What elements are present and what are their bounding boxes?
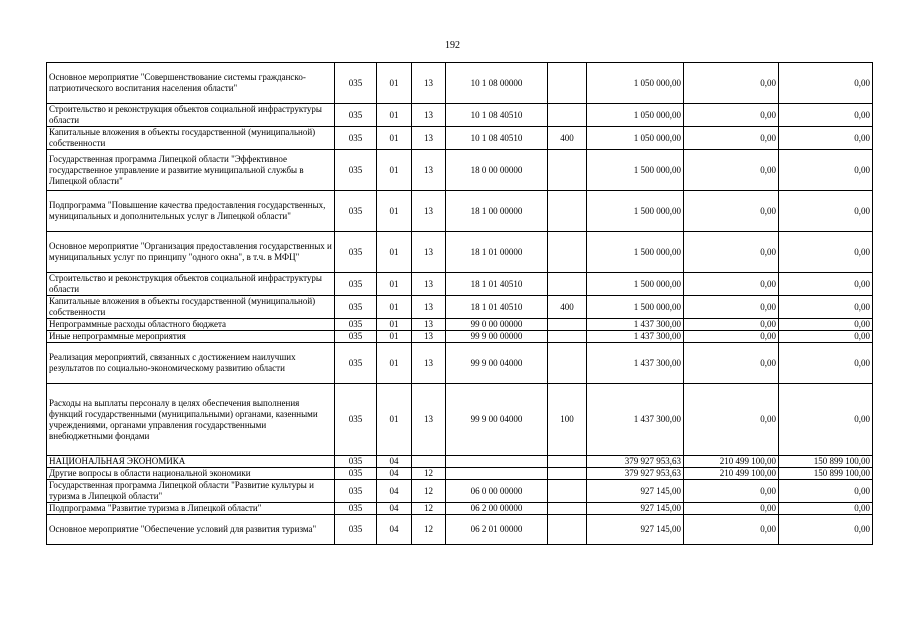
cell-expense-type	[548, 63, 587, 104]
cell-amount-year1: 379 927 953,63	[587, 468, 684, 480]
cell-amount-year2: 0,00	[684, 384, 779, 456]
cell-section-code: 04	[377, 515, 412, 545]
cell-section-code: 04	[377, 456, 412, 468]
cell-name: Основное мероприятие "Совершенствование системы гражданско-патриотического воспитания населения области"	[47, 63, 335, 104]
cell-ministry-code: 035	[335, 104, 377, 127]
cell-amount-year1: 1 500 000,00	[587, 273, 684, 296]
cell-amount-year2: 0,00	[684, 104, 779, 127]
cell-expense-type	[548, 343, 587, 384]
page-number: 192	[445, 40, 460, 51]
cell-expense-type: 400	[548, 127, 587, 150]
table-row	[47, 515, 873, 545]
cell-amount-year3: 0,00	[779, 273, 873, 296]
table-row	[47, 319, 873, 331]
cell-amount-year1: 1 437 300,00	[587, 384, 684, 456]
cell-subsection-code: 13	[412, 273, 446, 296]
cell-name: Расходы на выплаты персоналу в целях обеспечения выполнения функций государственными (муниципальными) органами, казенными учреждениями, органами управления государственными внебюджетными фондами	[47, 384, 335, 456]
cell-subsection-code: 13	[412, 63, 446, 104]
table-row	[47, 480, 873, 503]
cell-expense-type	[548, 232, 587, 273]
cell-section-code: 01	[377, 343, 412, 384]
cell-target-item: 06 0 00 00000	[446, 480, 548, 503]
cell-amount-year1: 927 145,00	[587, 515, 684, 545]
cell-subsection-code: 12	[412, 468, 446, 480]
cell-target-item: 18 1 01 40510	[446, 273, 548, 296]
table-row	[47, 232, 873, 273]
cell-section-code: 04	[377, 503, 412, 515]
cell-amount-year3: 0,00	[779, 296, 873, 319]
table-body	[47, 63, 873, 545]
cell-name: Строительство и реконструкция объектов социальной инфраструктуры области	[47, 104, 335, 127]
cell-section-code: 01	[377, 232, 412, 273]
table-row	[47, 468, 873, 480]
cell-expense-type: 400	[548, 296, 587, 319]
cell-ministry-code: 035	[335, 331, 377, 343]
cell-ministry-code: 035	[335, 456, 377, 468]
cell-amount-year2: 0,00	[684, 127, 779, 150]
cell-amount-year1: 1 437 300,00	[587, 319, 684, 331]
cell-subsection-code: 13	[412, 127, 446, 150]
cell-amount-year2: 0,00	[684, 343, 779, 384]
cell-ministry-code: 035	[335, 63, 377, 104]
cell-section-code: 01	[377, 104, 412, 127]
cell-subsection-code: 13	[412, 150, 446, 191]
cell-amount-year1: 1 500 000,00	[587, 191, 684, 232]
cell-target-item: 99 9 00 04000	[446, 384, 548, 456]
cell-subsection-code: 13	[412, 331, 446, 343]
cell-amount-year2: 0,00	[684, 319, 779, 331]
cell-section-code: 01	[377, 384, 412, 456]
cell-amount-year2: 210 499 100,00	[684, 468, 779, 480]
cell-amount-year3: 0,00	[779, 191, 873, 232]
cell-ministry-code: 035	[335, 232, 377, 273]
cell-name: Другие вопросы в области национальной экономики	[47, 468, 335, 480]
cell-amount-year2: 0,00	[684, 515, 779, 545]
cell-amount-year3: 0,00	[779, 232, 873, 273]
cell-amount-year3: 0,00	[779, 480, 873, 503]
cell-expense-type	[548, 515, 587, 545]
cell-subsection-code: 13	[412, 343, 446, 384]
cell-name: Иные непрограммные мероприятия	[47, 331, 335, 343]
cell-subsection-code: 12	[412, 515, 446, 545]
cell-section-code: 04	[377, 480, 412, 503]
cell-target-item: 99 9 00 04000	[446, 343, 548, 384]
cell-amount-year3: 0,00	[779, 515, 873, 545]
cell-amount-year2: 0,00	[684, 480, 779, 503]
cell-amount-year3: 0,00	[779, 104, 873, 127]
cell-amount-year2: 210 499 100,00	[684, 456, 779, 468]
cell-subsection-code: 13	[412, 384, 446, 456]
budget-table	[46, 62, 873, 545]
cell-target-item: 10 1 08 00000	[446, 63, 548, 104]
cell-ministry-code: 035	[335, 191, 377, 232]
cell-amount-year3: 150 899 100,00	[779, 456, 873, 468]
cell-name: НАЦИОНАЛЬНАЯ ЭКОНОМИКА	[47, 456, 335, 468]
table-row	[47, 384, 873, 456]
cell-expense-type	[548, 503, 587, 515]
cell-ministry-code: 035	[335, 480, 377, 503]
cell-section-code: 01	[377, 319, 412, 331]
cell-expense-type	[548, 319, 587, 331]
cell-ministry-code: 035	[335, 150, 377, 191]
cell-expense-type	[548, 468, 587, 480]
cell-expense-type	[548, 150, 587, 191]
table-row	[47, 63, 873, 104]
cell-name: Подпрограмма "Развитие туризма в Липецкой области"	[47, 503, 335, 515]
cell-subsection-code: 13	[412, 319, 446, 331]
table-row	[47, 273, 873, 296]
table-row	[47, 343, 873, 384]
cell-target-item: 06 2 00 00000	[446, 503, 548, 515]
table-row	[47, 331, 873, 343]
cell-amount-year1: 927 145,00	[587, 503, 684, 515]
cell-name: Подпрограмма "Повышение качества предоставления государственных, муниципальных и дополнительных услуг в Липецкой области"	[47, 191, 335, 232]
cell-target-item: 18 1 00 00000	[446, 191, 548, 232]
cell-amount-year3: 0,00	[779, 331, 873, 343]
cell-subsection-code: 13	[412, 296, 446, 319]
cell-amount-year2: 0,00	[684, 503, 779, 515]
cell-expense-type	[548, 456, 587, 468]
cell-ministry-code: 035	[335, 127, 377, 150]
cell-section-code: 01	[377, 63, 412, 104]
cell-target-item: 18 0 00 00000	[446, 150, 548, 191]
cell-target-item	[446, 468, 548, 480]
cell-section-code: 01	[377, 296, 412, 319]
cell-expense-type: 100	[548, 384, 587, 456]
cell-expense-type	[548, 191, 587, 232]
table-row	[47, 104, 873, 127]
cell-ministry-code: 035	[335, 319, 377, 331]
cell-ministry-code: 035	[335, 468, 377, 480]
cell-amount-year2: 0,00	[684, 273, 779, 296]
cell-amount-year1: 1 500 000,00	[587, 150, 684, 191]
table-row	[47, 127, 873, 150]
cell-name: Строительство и реконструкция объектов социальной инфраструктуры области	[47, 273, 335, 296]
cell-amount-year3: 0,00	[779, 503, 873, 515]
cell-expense-type	[548, 480, 587, 503]
cell-target-item: 18 1 01 40510	[446, 296, 548, 319]
cell-name: Капитальные вложения в объекты государственной (муниципальной) собственности	[47, 127, 335, 150]
table-row	[47, 503, 873, 515]
cell-amount-year2: 0,00	[684, 150, 779, 191]
cell-ministry-code: 035	[335, 296, 377, 319]
cell-amount-year3: 0,00	[779, 343, 873, 384]
cell-ministry-code: 035	[335, 515, 377, 545]
cell-amount-year3: 150 899 100,00	[779, 468, 873, 480]
cell-target-item: 99 0 00 00000	[446, 319, 548, 331]
cell-ministry-code: 035	[335, 503, 377, 515]
cell-name: Основное мероприятие "Организация предоставления государственных и муниципальных услуг по принципу "одного окна", в т.ч. в МФЦ"	[47, 232, 335, 273]
cell-expense-type	[548, 331, 587, 343]
cell-target-item: 99 9 00 00000	[446, 331, 548, 343]
cell-name: Реализация мероприятий, связанных с достижением наилучших результатов по социально-экономическому развитию области	[47, 343, 335, 384]
cell-ministry-code: 035	[335, 343, 377, 384]
cell-name: Государственная программа Липецкой области "Развитие культуры и туризма в Липецкой области"	[47, 480, 335, 503]
cell-target-item: 18 1 01 00000	[446, 232, 548, 273]
table-row	[47, 296, 873, 319]
cell-amount-year1: 1 050 000,00	[587, 63, 684, 104]
cell-amount-year3: 0,00	[779, 127, 873, 150]
cell-target-item	[446, 456, 548, 468]
cell-amount-year1: 1 050 000,00	[587, 127, 684, 150]
cell-amount-year3: 0,00	[779, 63, 873, 104]
cell-expense-type	[548, 273, 587, 296]
cell-name: Капитальные вложения в объекты государственной (муниципальной) собственности	[47, 296, 335, 319]
table-row	[47, 191, 873, 232]
cell-amount-year2: 0,00	[684, 191, 779, 232]
cell-amount-year1: 1 500 000,00	[587, 296, 684, 319]
cell-section-code: 04	[377, 468, 412, 480]
cell-amount-year1: 1 500 000,00	[587, 232, 684, 273]
cell-section-code: 01	[377, 191, 412, 232]
cell-subsection-code: 12	[412, 503, 446, 515]
cell-section-code: 01	[377, 127, 412, 150]
cell-name: Непрограммные расходы областного бюджета	[47, 319, 335, 331]
cell-subsection-code: 13	[412, 232, 446, 273]
cell-section-code: 01	[377, 273, 412, 296]
cell-amount-year2: 0,00	[684, 63, 779, 104]
cell-amount-year3: 0,00	[779, 384, 873, 456]
cell-amount-year2: 0,00	[684, 232, 779, 273]
cell-amount-year3: 0,00	[779, 150, 873, 191]
cell-target-item: 06 2 01 00000	[446, 515, 548, 545]
cell-name: Государственная программа Липецкой области "Эффективное государственное управление и развитие муниципальной службы в Липецкой области"	[47, 150, 335, 191]
cell-ministry-code: 035	[335, 273, 377, 296]
cell-amount-year1: 1 437 300,00	[587, 331, 684, 343]
cell-target-item: 10 1 08 40510	[446, 127, 548, 150]
cell-expense-type	[548, 104, 587, 127]
cell-subsection-code: 12	[412, 480, 446, 503]
cell-amount-year1: 1 437 300,00	[587, 343, 684, 384]
cell-ministry-code: 035	[335, 384, 377, 456]
cell-name: Основное мероприятие "Обеспечение условий для развития туризма"	[47, 515, 335, 545]
cell-amount-year1: 1 050 000,00	[587, 104, 684, 127]
table-row	[47, 150, 873, 191]
cell-amount-year1: 379 927 953,63	[587, 456, 684, 468]
cell-subsection-code: 13	[412, 191, 446, 232]
cell-section-code: 01	[377, 331, 412, 343]
cell-subsection-code	[412, 456, 446, 468]
cell-section-code: 01	[377, 150, 412, 191]
table-row	[47, 456, 873, 468]
cell-amount-year3: 0,00	[779, 319, 873, 331]
cell-target-item: 10 1 08 40510	[446, 104, 548, 127]
cell-amount-year2: 0,00	[684, 331, 779, 343]
cell-subsection-code: 13	[412, 104, 446, 127]
cell-amount-year1: 927 145,00	[587, 480, 684, 503]
cell-amount-year2: 0,00	[684, 296, 779, 319]
